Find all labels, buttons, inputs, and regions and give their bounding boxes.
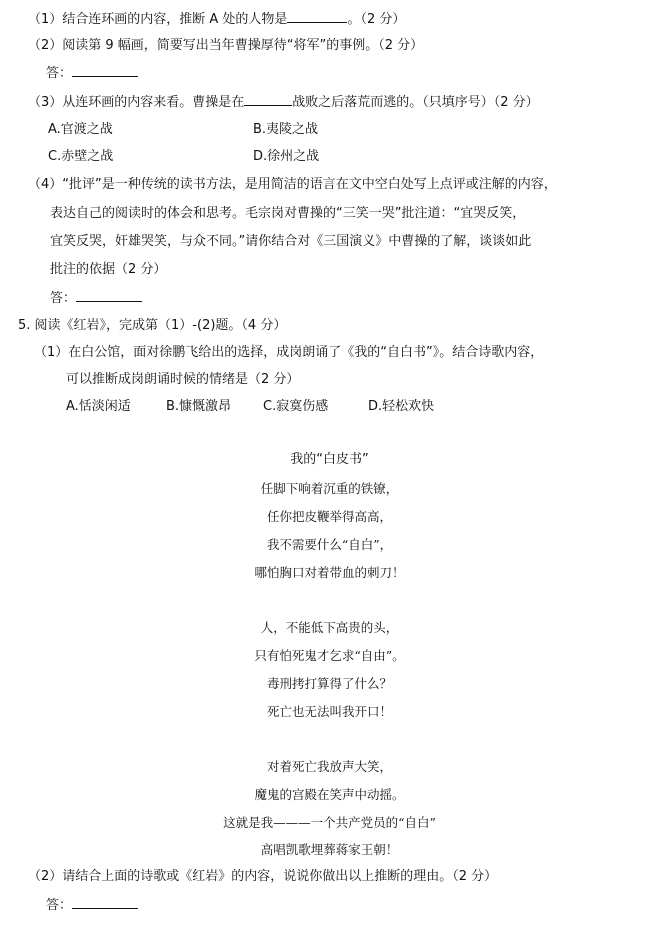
question-5-1-line: （1）在白公馆，面对徐鹏飞给出的选择，成岗朗诵了《我的“自白书”》。结合诗歌内容， bbox=[34, 345, 544, 360]
option-b: B.夷陵之战 bbox=[253, 122, 319, 137]
question-4-line: 表达自己的阅读时的体会和思考。毛宗岗对曹操的“三笑一哭”批注道：“宜哭反笑， bbox=[50, 206, 526, 221]
question-2-text: （2）阅读第 9 幅画，简要写出当年曹操厚待“将军”的事例。（2 分） bbox=[28, 38, 424, 53]
question-3-text: （3）从连环画的内容来看。曹操是在 bbox=[28, 95, 245, 110]
option-a: A.官渡之战 bbox=[48, 122, 113, 137]
question-4-line: （4）“批评”是一种传统的读书方法，是用简洁的语言在文中空白处写上点评或注解的内容， bbox=[28, 177, 557, 192]
question-5-1-line: 可以推断成岗朗诵时候的情绪是（2 分） bbox=[66, 372, 300, 387]
question-3-suffix: 战败之后落荒而逃的。（只填序号）（2 分） bbox=[292, 95, 539, 110]
poem-line: 高唱凯歌埋葬蒋家王朝！ bbox=[260, 842, 399, 857]
poem-line: 哪怕胸口对着带血的刺刀！ bbox=[254, 565, 405, 580]
answer-blank[interactable] bbox=[244, 93, 292, 106]
poem-line: 人，不能低下高贵的头， bbox=[260, 620, 399, 635]
answer-line bbox=[46, 896, 138, 915]
question-4-line: 批注的依据（2 分） bbox=[50, 262, 167, 277]
question-1 bbox=[28, 10, 405, 29]
answer-label: 答： bbox=[46, 898, 73, 913]
answer-line bbox=[50, 289, 142, 308]
poem-line: 死亡也无法叫我开口！ bbox=[266, 704, 392, 719]
question-5-2-text: （2）请结合上面的诗歌或《红岩》的内容，说说你做出以上推断的理由。（2 分） bbox=[28, 869, 498, 884]
answer-blank[interactable] bbox=[76, 289, 142, 302]
poem-line: 任你把皮鞭举得高高， bbox=[266, 509, 392, 524]
poem-line: 这就是我———一个共产党员的“自白” bbox=[223, 815, 436, 830]
answer-line bbox=[46, 64, 138, 83]
answer-blank[interactable] bbox=[72, 64, 138, 77]
option-d: D.轻松欢快 bbox=[368, 399, 435, 414]
question-1-text: （1）结合连环画的内容，推断 A 处的人物是 bbox=[28, 12, 288, 27]
option-a: A.恬淡闲适 bbox=[66, 399, 131, 414]
poem-line: 只有怕死鬼才乞求“自由”。 bbox=[254, 648, 405, 663]
option-b: B.慷慨激昂 bbox=[166, 399, 232, 414]
poem-line: 任脚下响着沉重的铁镣， bbox=[260, 481, 399, 496]
poem-line: 魔鬼的宫殿在笑声中动摇。 bbox=[254, 787, 405, 802]
poem-title: 我的“白皮书” bbox=[290, 452, 369, 467]
poem-line: 对着死亡我放声大笑， bbox=[266, 759, 392, 774]
answer-label: 答： bbox=[50, 291, 77, 306]
question-5-title: 5. 阅读《红岩》，完成第（1）-(2)题。（4 分） bbox=[18, 318, 287, 333]
option-d: D.徐州之战 bbox=[253, 149, 320, 164]
question-1-suffix: 。（2 分） bbox=[347, 12, 406, 27]
poem-line: 我不需要什么“自白”， bbox=[266, 537, 393, 552]
poem-line: 毒刑拷打算得了什么？ bbox=[266, 676, 392, 691]
answer-blank[interactable] bbox=[72, 896, 138, 909]
option-c: C.寂寞伤感 bbox=[263, 399, 329, 414]
answer-blank[interactable] bbox=[287, 10, 347, 23]
answer-label: 答： bbox=[46, 66, 73, 81]
option-c: C.赤壁之战 bbox=[48, 149, 114, 164]
question-4-line: 宜笑反哭，奸雄哭笑，与众不同。”请你结合对《三国演义》中曹操的了解，谈谈如此 bbox=[50, 234, 532, 249]
question-3 bbox=[28, 93, 539, 112]
